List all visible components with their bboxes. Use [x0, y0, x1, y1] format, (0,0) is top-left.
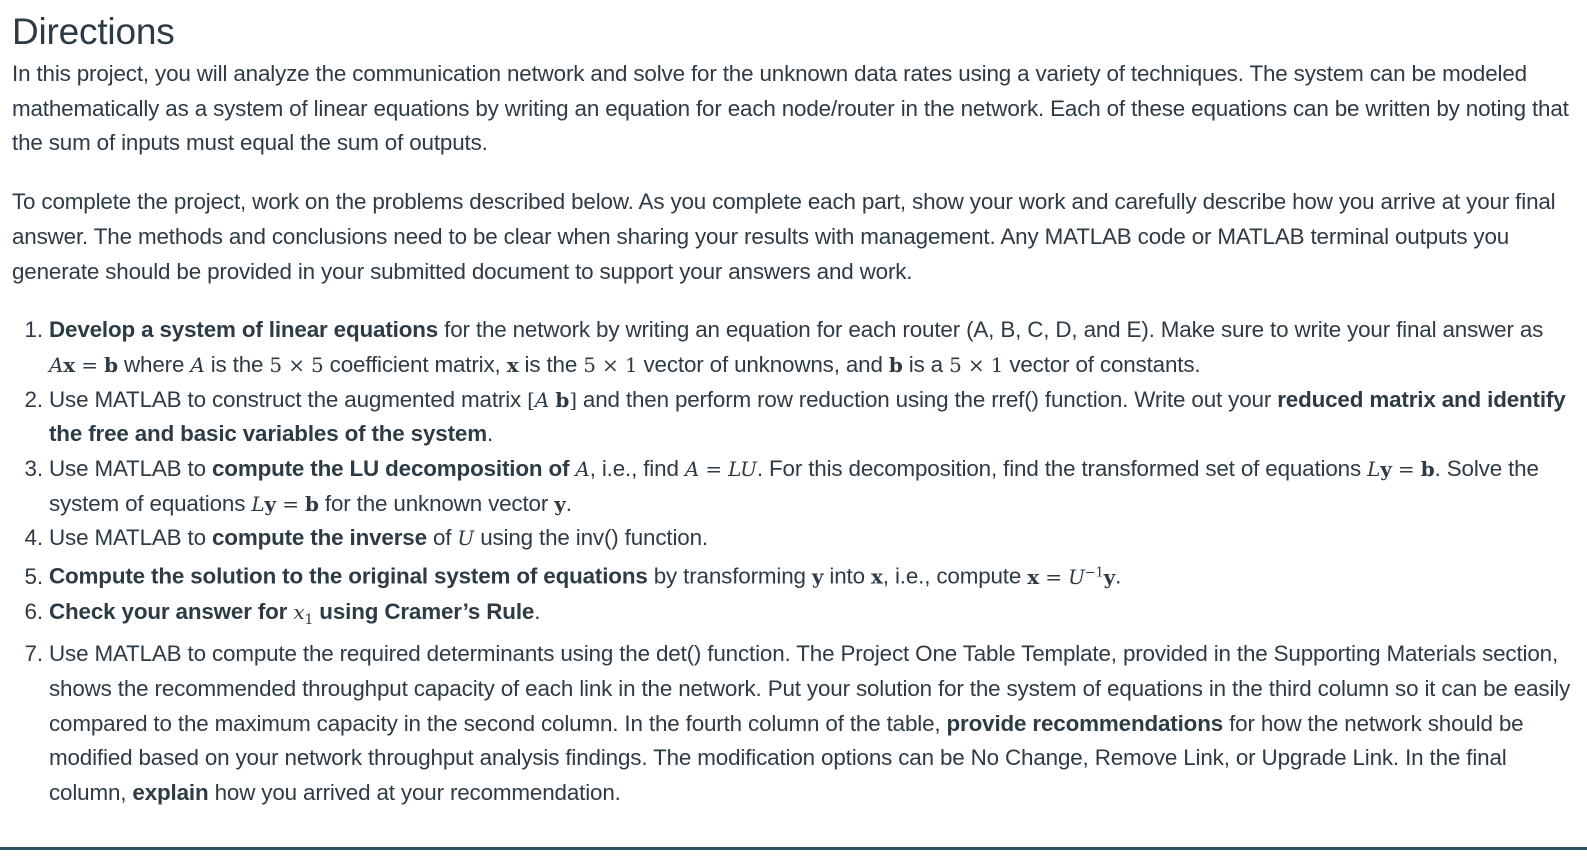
step-7-text: how you arrived at your recommendation. — [208, 780, 621, 806]
math-a-eq-lu: A = LU — [684, 457, 757, 482]
step-2-text: Use MATLAB to construct the augmented matrix — [49, 386, 528, 412]
step-4-text: using the inv() function. — [474, 525, 708, 551]
math-u: U — [457, 526, 475, 551]
step-3-text: . For this decomposition, find the transformed set of equations — [756, 456, 1368, 482]
math-y: y — [811, 564, 824, 589]
step-3-text: . — [565, 490, 572, 516]
step-1-text: for the network by writing an equation for each router (A, B, C, D, and E). Make sure to write your final answer as — [438, 317, 1544, 343]
math-ly-eq-b: Ly = b — [1367, 457, 1435, 482]
math-ly-eq-b: Ly = b — [251, 491, 319, 516]
step-2-text: and then perform row reduction using the rref() function. Write out your — [576, 386, 1278, 412]
math-x-eq-uinv-y: $x = U^{-1}y$ — [1027, 564, 1116, 589]
step-1-text: vector of constants. — [1003, 351, 1201, 377]
list-item — [49, 595, 1572, 638]
list-item — [49, 556, 1572, 594]
list-item — [49, 452, 1572, 521]
step-1-text: is a — [902, 351, 950, 377]
math-a: A — [190, 352, 205, 377]
bottom-divider — [0, 847, 1587, 850]
step-5-text: . — [1115, 563, 1122, 589]
step-1-text: vector of unknowns, and — [637, 351, 889, 377]
step-5-text: , i.e., compute — [882, 563, 1028, 589]
math-y: y — [554, 491, 566, 516]
instructions-paragraph: To complete the project, work on the problems described below. As you complete each part, show your work and carefully describe how you arrive at your final answer. The methods and conclusions need to be clear when sharing your results with management. Any MATLAB code or MATLAB terminal outputs you generate should be provided in your submitted document to support your answers and work. — [12, 189, 1556, 284]
math-augmented-matrix: [A b] — [527, 387, 577, 412]
intro-paragraph: In this project, you will analyze the communication network and solve for the unknown data rates using a variety of techniques. The system can be modeled mathematically as a system of linear equations by writing an equation for each node/router in the network. Each of these equations can be written by noting that the sum of inputs must equal the sum of outputs. — [12, 61, 1569, 156]
step-7-text: for how the network should be modified based on your network throughput analysis findings. The modification options can be No Change, Remove Link, or Upgrade Link. In the final column, — [49, 710, 1524, 806]
math-x: x — [506, 352, 519, 377]
problem-list — [12, 313, 1572, 811]
step-6-bold: Check your answer for — [49, 598, 294, 624]
step-3-bold: compute the LU decomposition of — [211, 456, 576, 482]
step-5-bold: Compute the solution to the original system of equations — [49, 563, 648, 589]
math-a: A — [575, 457, 590, 482]
step-1-text: is the — [204, 351, 270, 377]
step-3-text: . Solve the system of equations — [49, 456, 1539, 516]
directions-content — [12, 10, 1572, 811]
step-3-text: , i.e., find — [589, 456, 685, 482]
list-item — [49, 521, 1572, 556]
step-4-bold: compute the inverse — [211, 525, 427, 551]
step-1-text: coefficient matrix, — [323, 351, 507, 377]
step-1-text: is the — [518, 351, 584, 377]
step-1-bold: Develop a system of linear equations — [49, 317, 439, 343]
step-6-bold: using Cramer’s Rule — [313, 598, 535, 624]
list-item — [49, 383, 1572, 452]
step-2-bold: reduced matrix and identify the free and basic variables of the system — [49, 386, 1566, 447]
math-5x5: 5 × 5 — [269, 352, 324, 377]
step-3-text: Use MATLAB to — [49, 456, 212, 482]
math-x1: $x_1$ — [293, 599, 314, 628]
step-1-text: where — [117, 351, 191, 377]
math-x: x — [871, 564, 883, 589]
step-5-text: into — [823, 563, 872, 589]
page-title: Directions — [12, 11, 175, 52]
step-3-text: for the unknown vector — [318, 490, 555, 516]
step-7-bold: provide recommendations — [946, 710, 1224, 736]
math-b: b — [888, 352, 903, 377]
step-7-bold: explain — [132, 780, 209, 806]
step-4-text: Use MATLAB to — [49, 525, 212, 551]
step-7-text: Use MATLAB to compute the required determinants using the det() function. The Project One Table Template, provided in the Supporting Materials section, shows the recommended throughput capacity of each link in the network. Put your solution for the system of equations in the third column so it can be easily compared to the maximum capacity in the second column. In the fourth column of the table, — [49, 641, 1571, 736]
math-5x1: 5 × 1 — [949, 352, 1004, 377]
list-item — [49, 313, 1572, 382]
step-5-text: by transforming — [647, 563, 812, 589]
math-5x1: 5 × 1 — [583, 352, 638, 377]
step-4-text: of — [426, 525, 458, 551]
step-2-text: . — [486, 421, 494, 447]
step-6-text: . — [534, 598, 541, 624]
math-ax-eq-b: Ax = b — [49, 352, 118, 377]
list-item — [49, 637, 1572, 811]
